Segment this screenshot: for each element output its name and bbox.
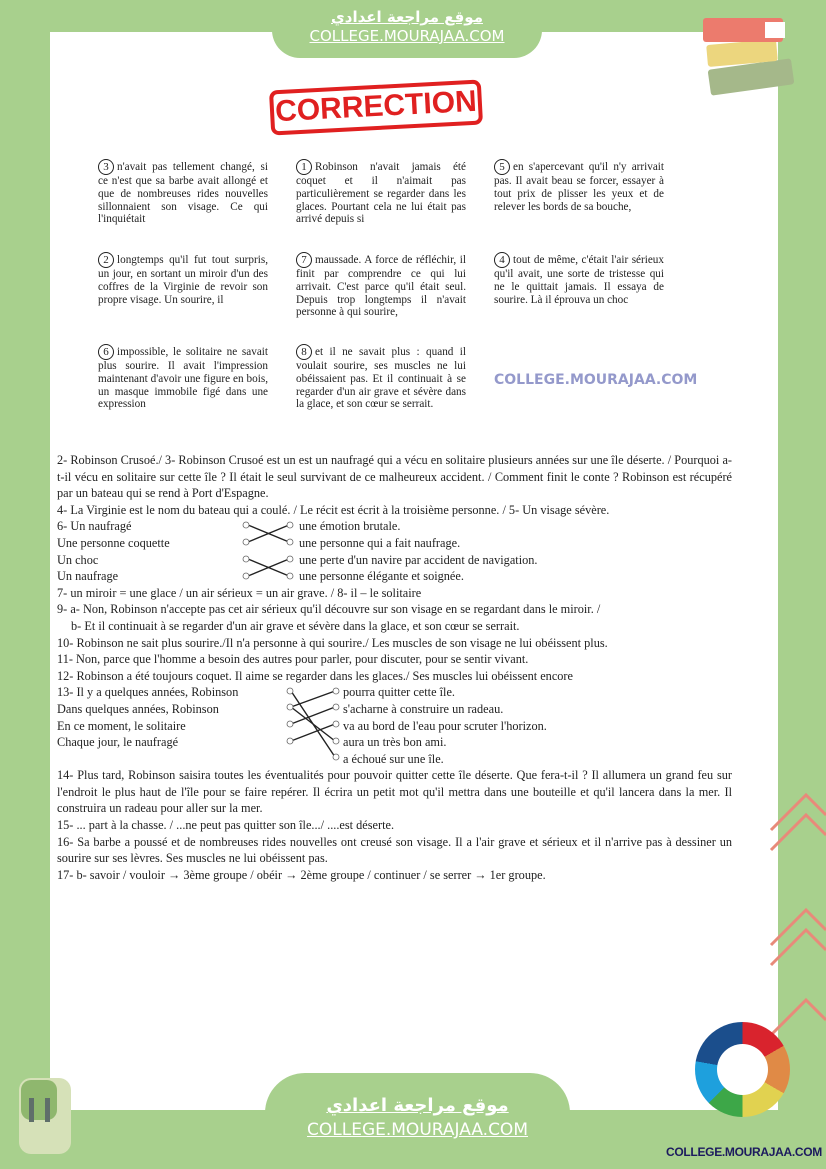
match-right: va au bord de l'eau pour scruter l'horizon. [343,718,547,733]
block-text: maussade. A force de réfléchir, il finit par comprendre ce qui lui arrivait. C'est parce qu'il était seul. Depuis trop longtemps il n'avait personne à qui sourire, [296,254,466,319]
match-row [57,701,732,718]
footer-site-arabic: موقع مراجعة اعدادي [326,1095,509,1116]
match-row [57,718,732,735]
header-banner [272,0,542,58]
order-number: 5 [494,159,510,175]
match-left: Dans quelques années, Robinson [57,701,219,716]
order-number: 1 [296,159,312,175]
order-number: 8 [296,344,312,360]
match-row [57,684,732,701]
match-right: une personne élégante et soignée. [299,569,464,584]
block-text: impossible, le solitaire ne savait plus sourire. Il avait l'impression maintenant d'avoir une figure en bois, un masque immobile figé dans une expression [98,346,268,411]
text-block-6 [98,344,268,411]
match-right: une perte d'un navire par accident de navigation. [299,552,538,567]
answer-9b: b- Et il continuait à se regarder d'un air grave et sévère dans la glace, et son cœur se serrait. [71,618,520,633]
block-text: Robinson n'avait jamais été coquet et il n'aimait pas particulièrement se regarder dans les glaces. Pourtant cela ne lui était pas arrivé depuis si [296,161,466,226]
text-block-1 [296,159,466,226]
match-right: aura un très bon ami. [343,735,447,750]
answer-14: 14- Plus tard, Robinson saisira toutes les éventualités pour pouvoir quitter cette île déserte. Que fera-t-il ? Il allumera un grand feu sur l'endroit le plus haut de l'île pour se faire repérer. Il écrira un petit mot qu'il mettra dans une bouteille et qu'il lancera dans la mer. Il construira un radeau pour aller sur la mer. [57,768,732,816]
answer-7-8: 7- un miroir = une glace / un air sérieux = un air grave. / 8- il – le solitaire [57,585,422,600]
order-number: 7 [296,252,312,268]
block-text: tout de même, c'était l'air sérieux qu'il avait, une sorte de tristesse qui ne le quittait jamais. Il essaya de sourire. Là il éprouva un choc [494,254,664,306]
chevrons-decoration-icon [766,790,826,1040]
answer-11: 11- Non, parce que l'homme a besoin des autres pour parler, pour discuter, pour se sentir vivant. [57,652,529,667]
answer-9a: 9- a- Non, Robinson n'accepte pas cet air sérieux qu'il découvre sur son visage en se regardant dans le miroir. / [57,602,601,617]
header-site-arabic: موقع مراجعة اعدادي [331,8,483,26]
order-number: 3 [98,159,114,175]
match-left: Un choc [57,552,99,567]
match-right: a échoué sur une île. [343,751,444,766]
answer-2-3: 2- Robinson Crusoé./ 3- Robinson Crusoé est un est un naufragé qui a vécu en solitaire plusieurs années sur une île déserte. / Pourquoi a-t-il vécu en solitaire sur cette île ? Il était le seul survivant de ce malheureux accident. / Comment finit le conte ? Robinson est récupéré par un bateau qui se rend à Port d'Espagne. [57,453,732,501]
text-block-8 [296,344,466,411]
match-left: 13- Il y a quelques années, Robinson [57,685,239,700]
block-text: longtemps qu'il fut tout surpris, un jour, en sortant un miroir d'un des coffres de la Virginie de revoir son propre visage. Un sourire, il [98,254,268,306]
answer-15: 15- ... part à la chasse. / ...ne peut pas quitter son île.../ ....est déserte. [57,818,395,833]
block-text: n'avait pas tellement changé, si ce n'est que sa barbe avait allongé et que de nombreuses rides nouvelles sillonnaient son visage. Ce qui l'inquiétait [98,161,268,226]
match-row [57,751,732,768]
match-row [57,518,732,535]
answers [57,452,732,883]
order-number: 6 [98,344,114,360]
footer-site-link[interactable]: COLLEGE.MOURAJAA.COM [307,1120,528,1140]
match-left: 6- Un naufragé [57,519,132,534]
text-block-3 [98,159,268,226]
match-row [57,535,732,552]
match-left: Une personne coquette [57,535,170,550]
match-row [57,568,732,585]
text-block-7 [296,252,466,319]
answer-17: 17- b- savoir / vouloir → 3ème groupe / obéir → 2ème groupe / continuer / se serrer → 1er groupe. [57,867,546,882]
block-text: et il ne savait plus : quand il voulait sourire, ses muscles ne lui obéissaient pas. Et il continuait à se regarder d'un air grave et sévère dans la glace, et son cœur se serrait. [296,346,466,411]
match-right: pourra quitter cette île. [343,685,455,700]
match-right: une personne qui a fait naufrage. [299,535,461,550]
text-block-4 [494,252,664,306]
match-right: s'acharne à construire un radeau. [343,701,504,716]
match-left: En ce moment, le solitaire [57,718,186,733]
backpack-icon [15,1058,75,1158]
brand-link[interactable]: COLLEGE.MOURAJAA.COM [666,1145,823,1159]
answer-12: 12- Robinson a été toujours coquet. Il aime se regarder dans les glaces./ Ses muscles lui obéissent encore [57,668,573,683]
subjects-wheel-logo [695,1022,790,1117]
books-icon [695,12,800,97]
text-block-5 [494,159,664,213]
match-row [57,552,732,569]
match-right: une émotion brutale. [299,519,401,534]
footer-banner [265,1073,570,1169]
header-site-link[interactable]: COLLEGE.MOURAJAA.COM [309,27,505,45]
block-text: en s'apercevant qu'il n'y arrivait pas. Il avait beau se forcer, essayer à tout prix de plisser les yeux et de relever les bords de sa bouche, [494,161,664,213]
order-number: 2 [98,252,114,268]
order-number: 4 [494,252,510,268]
match-left: Un naufrage [57,569,119,584]
answer-10: 10- Robinson ne sait plus sourire./Il n'a personne à qui sourire./ Les muscles de son visage ne lui obéissent plus. [57,635,608,650]
text-block-2 [98,252,268,306]
match-row [57,734,732,751]
watermark: COLLEGE.MOURAJAA.COM [494,372,698,388]
correction-stamp: CORRECTION [269,79,483,135]
answer-16: 16- Sa barbe a poussé et de nombreuses rides nouvelles ont creusé son visage. Il a l'air grave et sérieux et il n'arrive pas à dessiner un sourire sur ses lèvres. Ses muscles ne lui obéissent pas. [57,834,732,866]
match-left: Chaque jour, le naufragé [57,735,179,750]
answer-4-5: 4- La Virginie est le nom du bateau qui a coulé. / Le récit est écrit à la troisième personne. / 5- Un visage sévère. [57,502,610,517]
